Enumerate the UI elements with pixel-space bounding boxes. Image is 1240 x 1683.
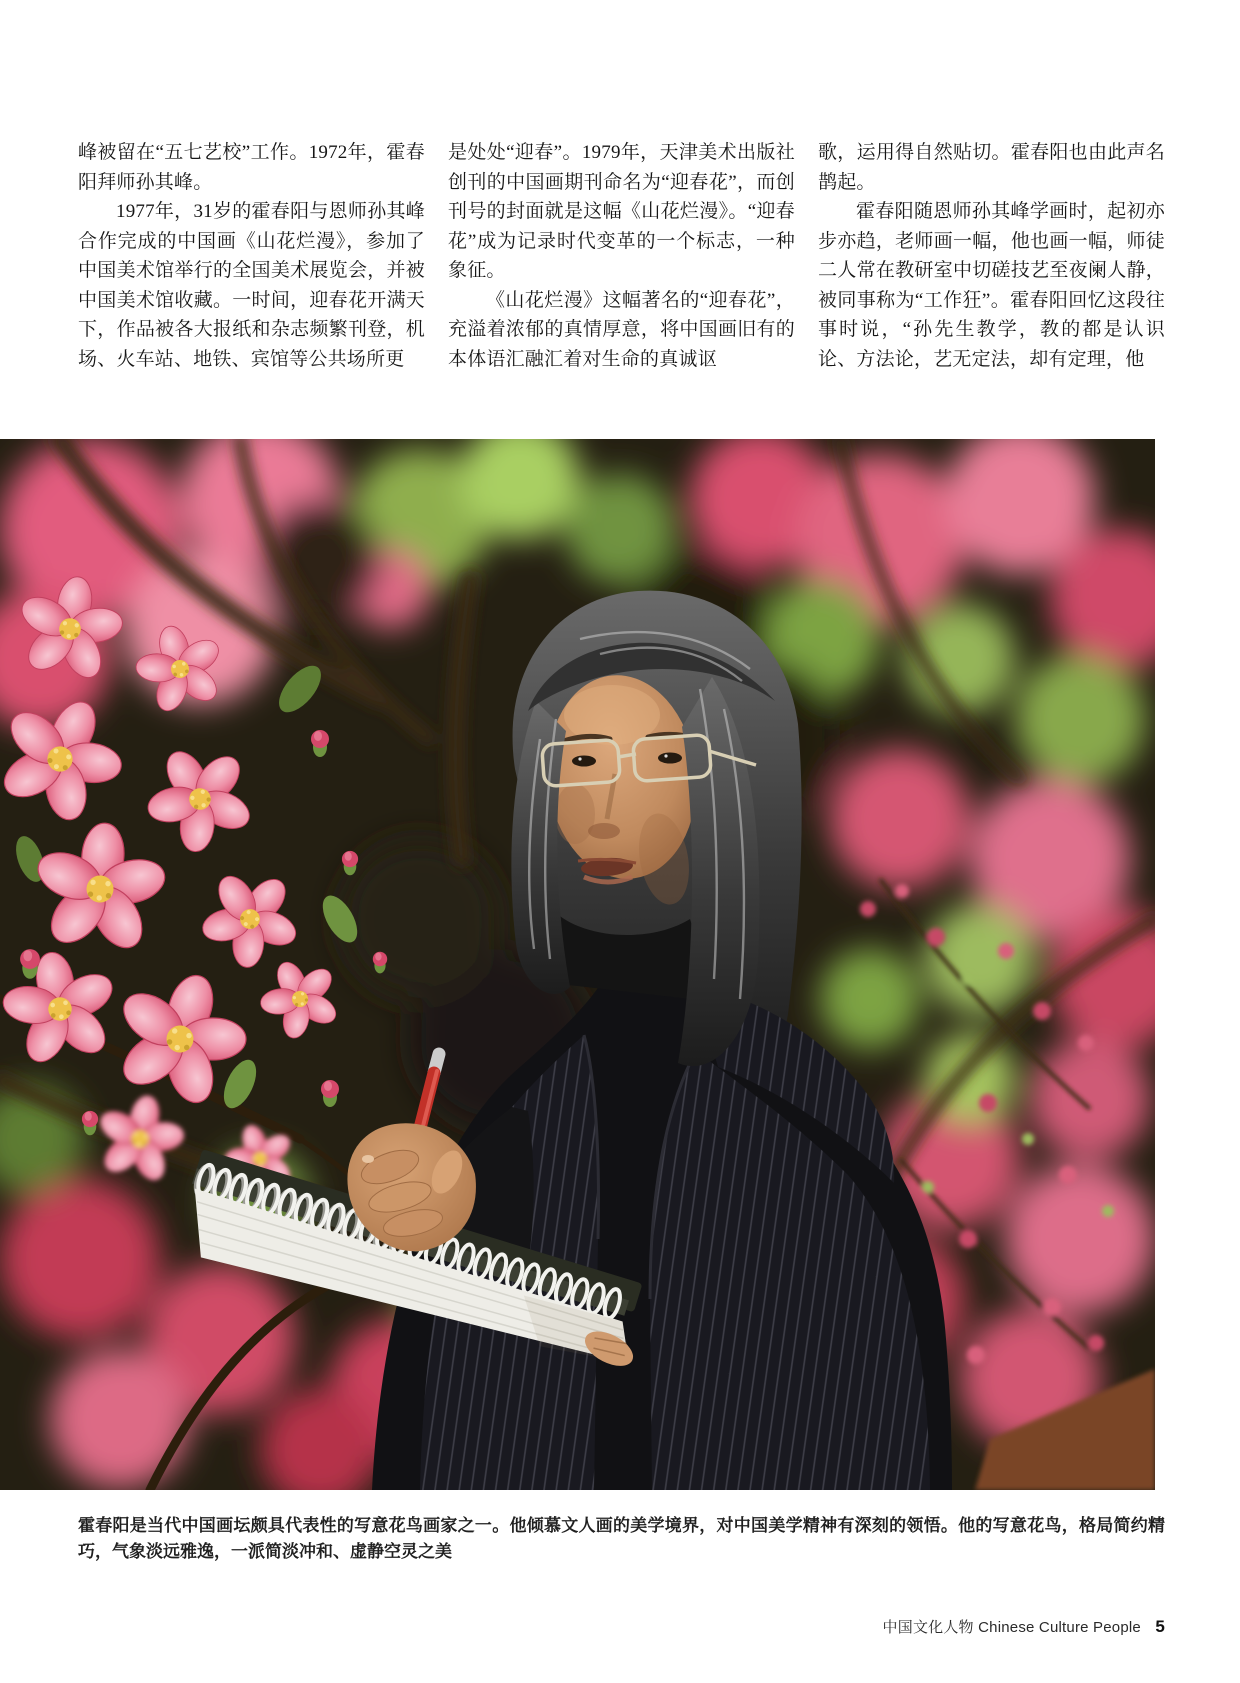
article-paragraph: 1977年，31岁的霍春阳与恩师孙其峰合作完成的中国画《山花烂漫》，参加了中国美术馆举行的全国美术展览会，并被中国美术馆收藏。一时间，迎春花开满天下，作品被各大报纸和杂志频繁刊登，机场、火车站、地铁、宾馆等公共场所更 (78, 201, 425, 370)
article-paragraph: 《山花烂漫》这幅著名的“迎春花”，充溢着浓郁的真情厚意，将中国画旧有的本体语汇融汇着对生命的真诚讴 (448, 289, 795, 370)
left-eye (572, 756, 596, 767)
article-paragraph: 峰被留在“五七艺校”工作。1972年，霍春阳拜师孙其峰。 (78, 142, 425, 193)
article-body (78, 138, 1165, 374)
journal-title-en: Chinese Culture People (978, 1619, 1141, 1636)
photo-caption: 霍春阳是当代中国画坛颇具代表性的写意花鸟画家之一。他倾慕文人画的美学境界，对中国美学精神有深刻的领悟。他的写意花鸟，格局简约精巧，气象淡远雅逸，一派简淡冲和、虚静空灵之美 (78, 1516, 1165, 1561)
article-paragraph: 霍春阳随恩师孙其峰学画时，起初亦步亦趋，老师画一幅，他也画一幅，师徒二人常在教研室中切磋技艺至夜阑人静，被同事称为“工作狂”。霍春阳回忆这段往事时说，“孙先生教学，教的都是认识论、方法论，艺无定法，却有定理，他 (818, 201, 1165, 370)
article-paragraph: 歌，运用得自然贴切。霍春阳也由此声名鹊起。 (818, 142, 1165, 193)
page-number: 5 (1155, 1617, 1165, 1636)
article-column-3 (818, 138, 1165, 374)
article-column-2 (448, 138, 795, 374)
article-paragraph: 是处处“迎春”。1979年，天津美术出版社创刊的中国画期刊命名为“迎春花”，而创刊号的封面就是这幅《山花烂漫》。“迎春花”成为记录时代变革的一个标志，一种象征。 (448, 142, 795, 281)
journal-title-cn: 中国文化人物 (882, 1619, 974, 1636)
page-footer (78, 1616, 1165, 1637)
article-column-1 (78, 138, 425, 374)
feature-photo (0, 439, 1155, 1490)
right-eye (658, 753, 682, 764)
